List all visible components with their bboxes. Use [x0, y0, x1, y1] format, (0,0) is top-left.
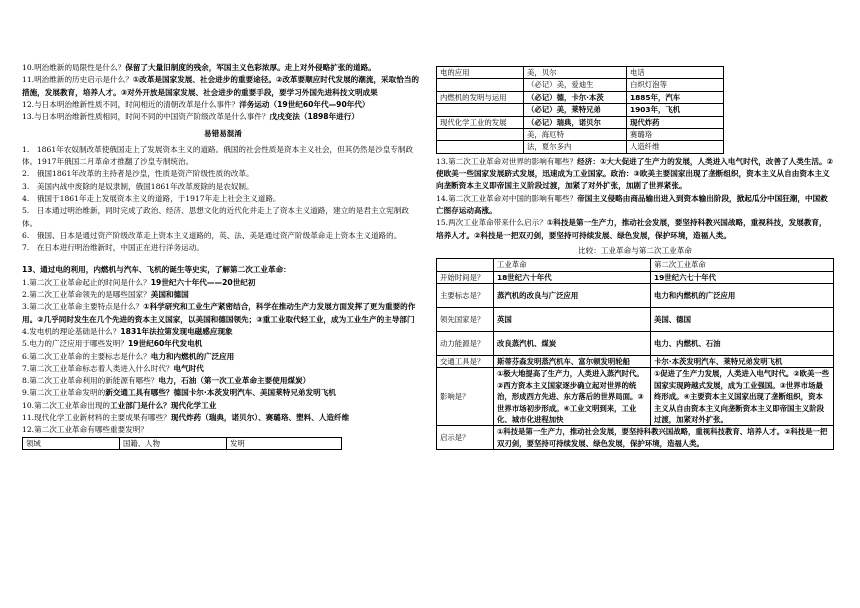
compare-table [436, 258, 834, 450]
r-q14: 14.第二次工业革命对中国的影响有哪些？帝国主义侵略由商品输出进入到资本输出阶段，掀起瓜分中国狂潮，中国救亡图存运动高涨。 [436, 193, 828, 216]
table-row [437, 67, 724, 79]
error-item: 3. 美国内战中废除的是奴隶制，俄国1861年改革废除的是农奴制。 [22, 181, 254, 191]
compare-title: 比较：工业革命与第二次工业革命 [578, 245, 692, 255]
row-label: 启示是？ [437, 426, 494, 450]
cell: 斯蒂芬森发明蒸汽机车、富尔顿发明轮船 [494, 356, 651, 368]
invention-cell: 人造纤维 [627, 141, 724, 153]
table-row [437, 368, 834, 426]
error-item: 4. 俄国于1861年走上发展资本主义的道路，于1917年走上社会主义道路。 [22, 193, 281, 203]
cell: 改良蒸汽机、煤炭 [494, 332, 651, 356]
error-item: 6. 俄国、日本是通过资产阶级改革走上资本主义道路的，英、法、美是通过资产阶级革命走上资本主义道路的。 [22, 230, 402, 240]
invention-cell: 现代炸药 [627, 116, 724, 128]
s13-item: 2.第二次工业革命领先的是哪些国家？美国和德国 [22, 290, 189, 300]
invention-cell: 电话 [627, 67, 724, 79]
error-item: 5. 日本通过明治维新，同时完成了政治、经济、思想文化的近代化并走上了资本主义道路，建立的是君主立宪制政体。 [22, 206, 409, 228]
person-cell: （必记）美，爱迪生 [524, 79, 627, 91]
header-cell: 发明 [227, 437, 342, 449]
field-cell [437, 104, 524, 116]
invention-cell: 白炽灯泡等 [627, 79, 724, 91]
table-row [437, 271, 834, 283]
table-row [437, 308, 834, 332]
header-cell [437, 259, 494, 271]
header-cell: 领域 [23, 437, 120, 449]
s13-item: 5.电力的广泛应用于哪些发明？19世纪60年代发电机 [22, 339, 203, 349]
table-row [437, 104, 724, 116]
person-cell: （必记）德，卡尔·本茨 [524, 91, 627, 103]
table-row [437, 426, 834, 450]
row-label: 开始时间是？ [437, 271, 494, 283]
s13-item: 7.第二次工业革命标志着人类进入什么时代？电气时代 [22, 363, 204, 373]
cell: 英国 [494, 308, 651, 332]
errors-title: 易错易混淆 [204, 129, 242, 139]
cell: ①极大地提高了生产力，人类进入蒸汽时代。②西方资本主义国家逐步确立起对世界的统治，形成西方先进、东方落后的世界局面。③世界市场初步形成。④工业文明到来，工业化、城市化进程加快 [494, 368, 651, 426]
s13-item: 4.发电机的理论基础是什么？1831年法拉第发现电磁感应现象 [22, 326, 233, 336]
s13-item: 8.第二次工业革命利用的新能源有哪些？电力，石油（第一次工业革命主要使用煤炭） [22, 376, 311, 386]
cell: 19世纪六七十年代 [651, 271, 834, 283]
row-label: 交通工具是？ [437, 356, 494, 368]
cell: 蒸汽机的改良与广泛应用 [494, 284, 651, 308]
table-row [437, 284, 834, 308]
inventions-table-header [22, 437, 342, 450]
table-row [437, 332, 834, 356]
q11: 11.明治维新的历史启示是什么？①改革是国家发展、社会进步的重要途径。②改革要顺应时代发展的潮流，采取恰当的措施，发展教育，培养人才。③对外开放是国家发展、社会进步的重要手段，要学习外国先进科技文明成果 [22, 75, 420, 97]
s13-item: 6.第二次工业革命的主要标志是什么？电力和内燃机的广泛应用 [22, 351, 235, 361]
error-item: 2. 俄国1861年改革的主持者是沙皇，性质是资产阶级性质的改革。 [22, 169, 254, 179]
cell: ①促进了生产力发展，人类进入电气时代。②欧美一些国家实现跨越式发展，成为工业强国。③世界市场最终形成。④主要资本主义国家出现了垄断组织，资本主义从自由资本主义向垄断资本主义即帝国主义阶段过渡，加紧对外扩张。 [651, 368, 834, 426]
invention-cell: 赛璐珞 [627, 129, 724, 141]
cell: ①科技是第一生产力，推动社会发展，要坚持科教兴国战略，重视科技教育、培养人才。②科技是一把双刃剑，要坚持可持续发展、绿色发展，保护环境，造福人类。 [494, 426, 834, 450]
inventions-table [436, 66, 724, 154]
right-column [436, 66, 834, 450]
cell: 美国、德国 [651, 308, 834, 332]
cell: 18世纪六十年代 [494, 271, 651, 283]
field-cell: 现代化学工业的发展 [437, 116, 524, 128]
table-row [437, 79, 724, 91]
table-row [437, 356, 834, 368]
cell: 卡尔·本茨发明汽车、莱特兄弟发明飞机 [651, 356, 834, 368]
field-cell: 内燃机的发明与运用 [437, 91, 524, 103]
field-cell [437, 79, 524, 91]
s13-item: 1.第二次工业革命起止的时间是什么？19世纪六十年代——20世纪初 [22, 277, 256, 287]
section13-list [22, 277, 424, 437]
header-cell: 工业革命 [494, 259, 651, 271]
table-row [437, 141, 724, 153]
person-cell: 美，海厄特 [524, 129, 627, 141]
s13-item: 9.第二次工业革命发明的新交通工具有哪些？德国卡尔·本茨发明汽车、美国莱特兄弟发明飞机 [22, 388, 336, 398]
cell: 电力和内燃机的广泛应用 [651, 284, 834, 308]
table-header-row [437, 259, 834, 271]
field-cell: 电的应用 [437, 67, 524, 79]
left-column [22, 62, 424, 450]
row-label: 领先国家是？ [437, 308, 494, 332]
field-cell [437, 141, 524, 153]
r-q13: 13.第二次工业革命对世界的影响有哪些？经济：①大大促进了生产力的发展，人类进入电气时代，改善了人类生活。②使欧美一些国家发展跻式发展，迅速成为工业国家。政治：③欧美主要国家出现了垄断组织，资本主义从自由资本主义向垄断资本主义即帝国主义阶段过渡，加紧了对外扩张，加剧了世界紧张。 [436, 156, 834, 191]
person-cell: 法，夏尔多内 [524, 141, 627, 153]
section13-heading: 13、通过电的利用，内燃机与汽车、飞机的诞生等史实，了解第二次工业革命： [22, 265, 291, 275]
r-q15: 15.两次工业革命带来什么启示？①科技是第一生产力，推动社会发展，要坚持科教兴国战略，重视科技，发展教育，培养人才。②科技是一把双刃剑，要坚持可持续发展、绿色发展，保护环境，造福人类。 [436, 218, 827, 240]
q13-meiji: 13.与日本明治维新性质相同，时间不同的中国资产阶级改革是什么事件？戊戌变法（1898年进行） [22, 112, 359, 122]
person-cell: （必记）瑞典，诺贝尔 [524, 116, 627, 128]
invention-cell: 1885年，汽车 [627, 91, 724, 103]
cell: 电力、内燃机、石油 [651, 332, 834, 356]
s13-item: 3.第二次工业革命主要特点是什么？①科学研究和工业生产紧密结合，科学在推动生产力发展方面发挥了更为重要的作用。②几乎同时发生在几个先进的资本主义国家，以美国和德国领先；③重工业取代轻工业，成为工业生产的主导部门 [22, 302, 416, 324]
row-label: 影响是？ [437, 368, 494, 426]
header-cell: 第二次工业革命 [651, 259, 834, 271]
s13-item: 11.现代化学工业新材料的主要成果有哪些？现代炸药（瑞典，诺贝尔）、赛璐珞、塑料、人造纤维 [22, 413, 350, 423]
q12: 12.与日本明治维新性质不同，时间相近的清朝改革是什么事件？洋务运动（19世纪60年代—90年代） [22, 99, 370, 109]
errors-list [22, 144, 424, 255]
table-row [437, 129, 724, 141]
person-cell: 美，贝尔 [524, 67, 627, 79]
row-label: 主要标志是？ [437, 284, 494, 308]
person-cell: （必记）美，莱特兄弟 [524, 104, 627, 116]
header-cell: 国籍、人物 [120, 437, 227, 449]
table-row [437, 91, 724, 103]
error-item: 1. 1861年农奴制改革使俄国走上了发展资本主义的道路。俄国的社会性质是资本主义社会，但其仍然是沙皇专制政体。1917年俄国二月革命才推翻了沙皇专制统治。 [22, 144, 414, 167]
s13-item: 12.第二次工业革命有哪些重要发明？ [22, 425, 148, 435]
invention-cell: 1903年，飞机 [627, 104, 724, 116]
error-item: 7. 在日本进行明治维新时，中国正在进行洋务运动。 [22, 243, 204, 253]
q10: 10.明治维新的局限性是什么？保留了大量旧制度的残余，军国主义色彩浓厚。走上对外侵略扩张的道路。 [22, 63, 376, 72]
table-row [437, 116, 724, 128]
s13-item: 10.第二次工业革命出现的工业部门是什么？现代化学工业 [22, 400, 217, 410]
field-cell [437, 129, 524, 141]
row-label: 动力能源是？ [437, 332, 494, 356]
